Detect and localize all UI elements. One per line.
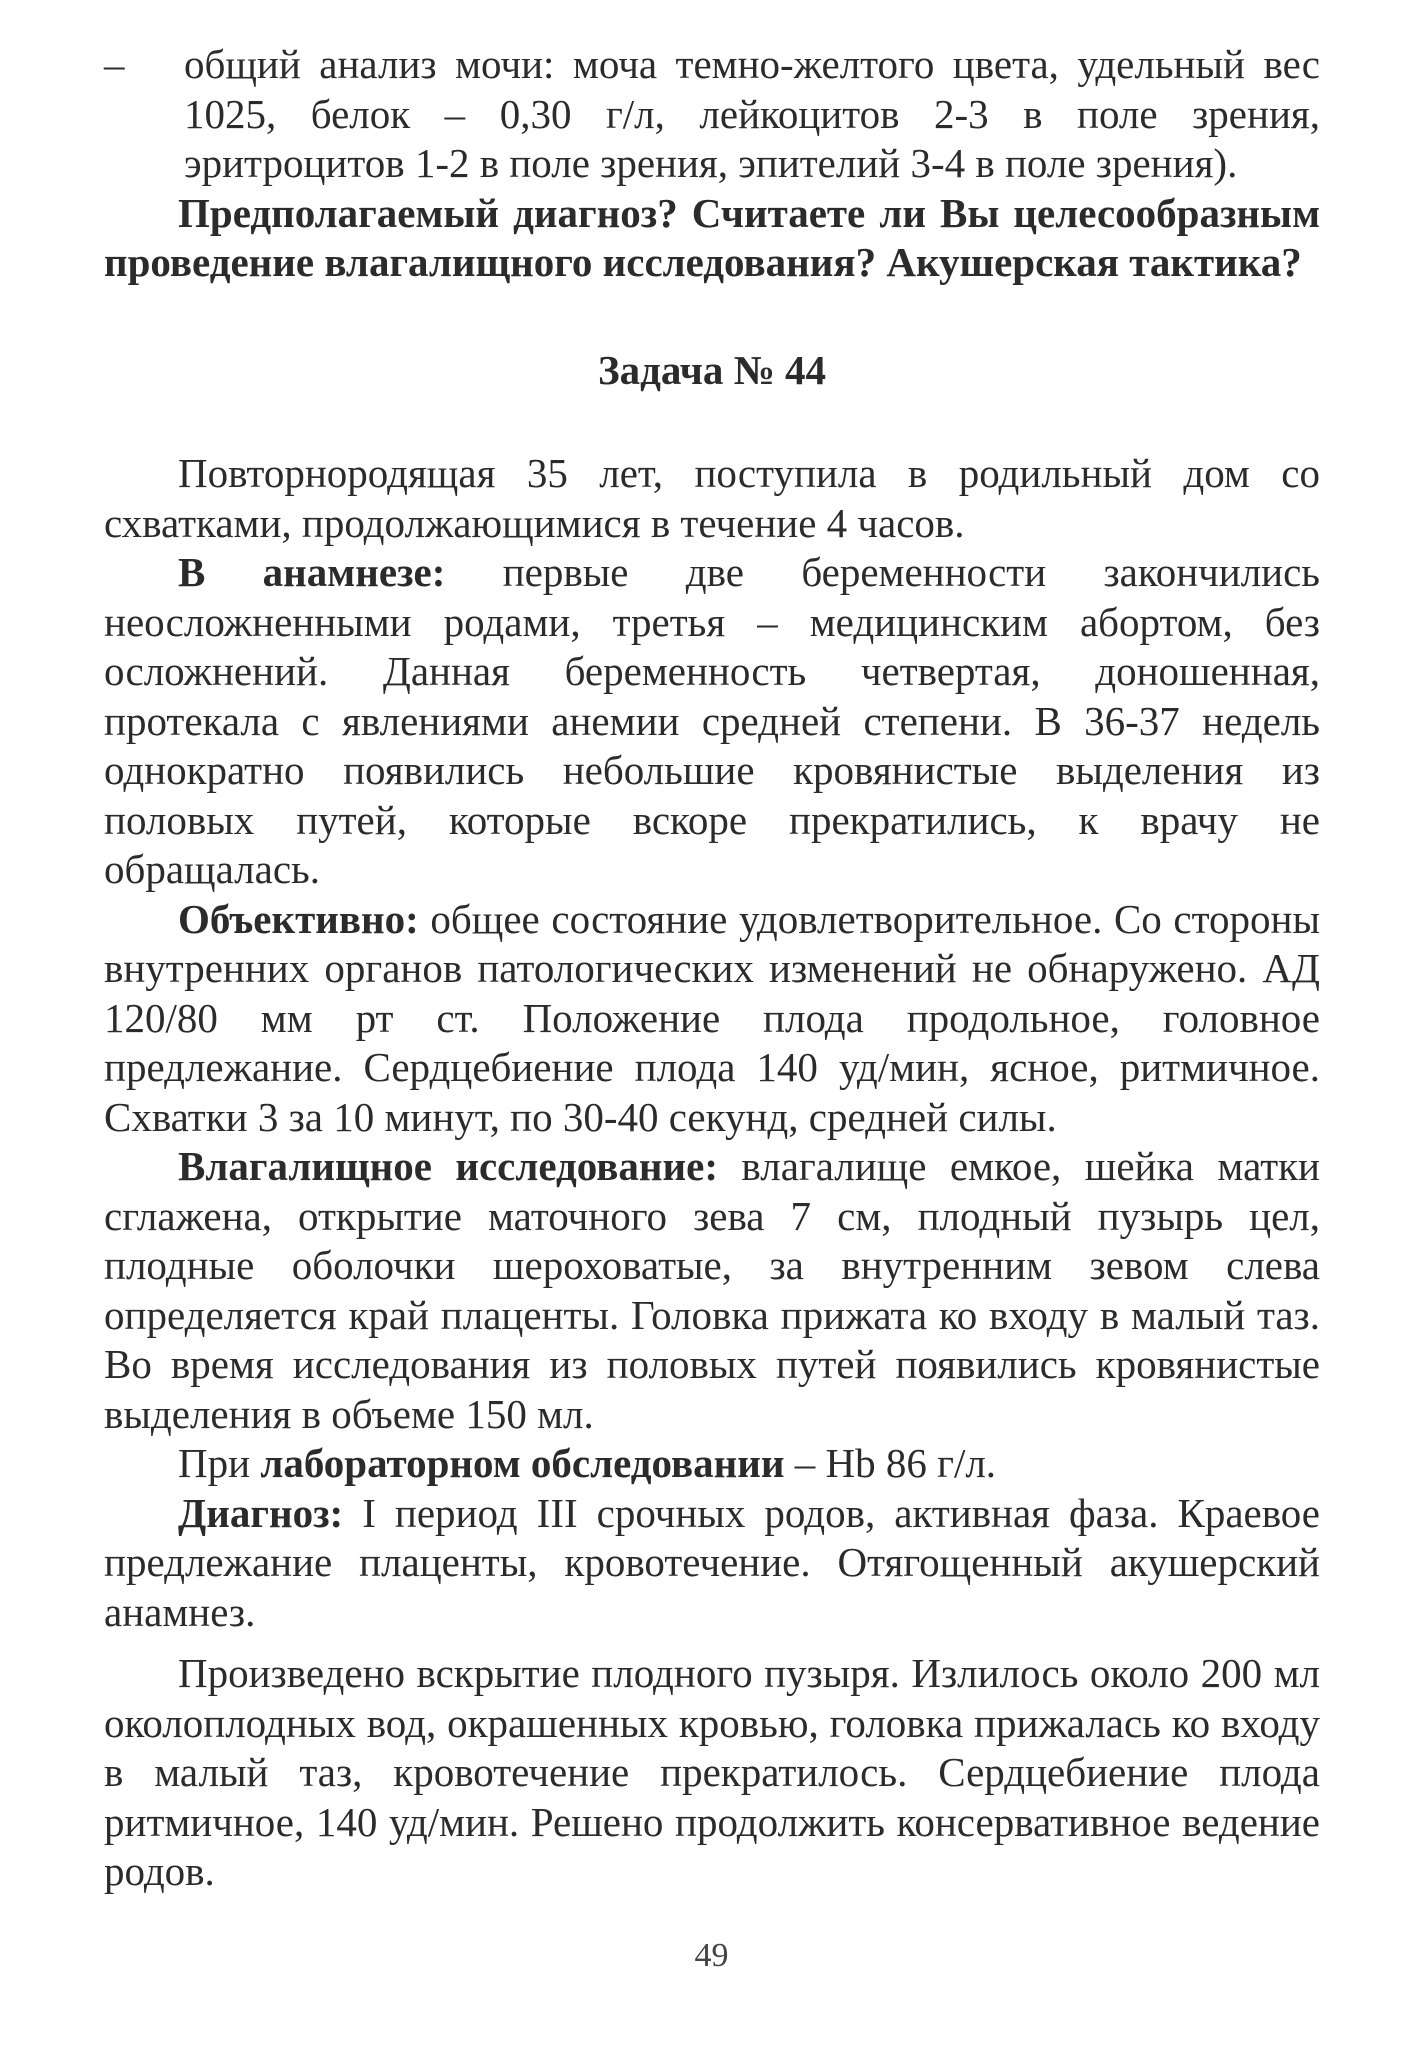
procedure-paragraph: Произведено вскрытие плодного пузыря. Излилось около 200 мл околоплодных вод, окрашенных кровью, головка прижалась ко входу в малый таз, кровотечение прекратилось. Сердцебиение плода ритмичное, 140 уд/мин. Решено продолжить консервативное ведение родов. bbox=[104, 1650, 1320, 1894]
diagnosis-label: Диагноз: bbox=[178, 1489, 344, 1536]
page-body bbox=[104, 40, 1320, 1897]
urine-analysis-text: общий анализ мочи: моча темно-желтого цвета, удельный вес 1025, белок – 0,30 г/л, лейкоцитов 2-3 в поле зрения, эритроцитов 1-2 в поле зрения, эпителий 3-4 в поле зрения). bbox=[184, 41, 1320, 186]
vaginal-exam-label: Влагалищное исследование: bbox=[178, 1143, 718, 1189]
lab-text: – Hb 86 г/л. bbox=[784, 1440, 997, 1486]
task-heading: Задача № 44 bbox=[597, 346, 827, 393]
lab-paragraph bbox=[104, 1439, 1320, 1489]
lab-label: лабораторном обследовании bbox=[260, 1440, 785, 1486]
lab-prefix: При bbox=[178, 1440, 261, 1486]
vaginal-exam-paragraph bbox=[104, 1142, 1320, 1439]
task-questions: Предполагаемый диагноз? Считаете ли Вы целесообразным проведение влагалищного исследования? Акушерская тактика? bbox=[104, 189, 1320, 285]
list-dash: – bbox=[104, 41, 125, 87]
anamnesis-text: первые две беременности закончились неосложненными родами, третья – медицинским абортом, без осложнений. Данная беременность четвертая, доношенная, протекала с явлениями анемии средней степени. В 36-37 недель однократно появились небольшие кровянистые выделения из половых путей, которые вскоре прекратились, к врачу не обращалась. bbox=[104, 549, 1320, 892]
lab-result-list-item bbox=[104, 40, 1320, 189]
objective-label: Объективно: bbox=[178, 895, 419, 942]
diagnosis-text: I период III срочных родов, активная фаза. Краевое предлежание плаценты, кровотечение. Отягощенный акушерский анамнез. bbox=[104, 1489, 1320, 1635]
patient-intro-paragraph: Повторнородящая 35 лет, поступила в родильный дом со схватками, продолжающимися в течение 4 часов. bbox=[104, 450, 1320, 546]
vaginal-exam-text: влагалище емкое, шейка матки сглажена, открытие маточного зева 7 см, плодный пузырь цел, плодные оболочки шероховатые, за внутренним зевом слева определяется край плаценты. Головка прижата ко входу в малый таз. Во время исследования из половых путей появились кровянистые выделения в объеме 150 мл. bbox=[104, 1143, 1320, 1437]
page-number: 49 bbox=[694, 1937, 729, 1974]
objective-paragraph bbox=[104, 895, 1320, 1143]
objective-text: общее состояние удовлетворительное. Со стороны внутренних органов патологических изменений не обнаружено. АД 120/80 мм рт ст. Положение плода продольное, головное предлежание. Сердцебиение плода 140 уд/мин, ясное, ритмичное. Схватки 3 за 10 минут, по 30-40 секунд, средней силы. bbox=[104, 895, 1320, 1140]
anamnesis-label: В анамнезе: bbox=[178, 549, 446, 595]
diagnosis-paragraph bbox=[104, 1489, 1320, 1638]
anamnesis-paragraph bbox=[104, 548, 1320, 895]
